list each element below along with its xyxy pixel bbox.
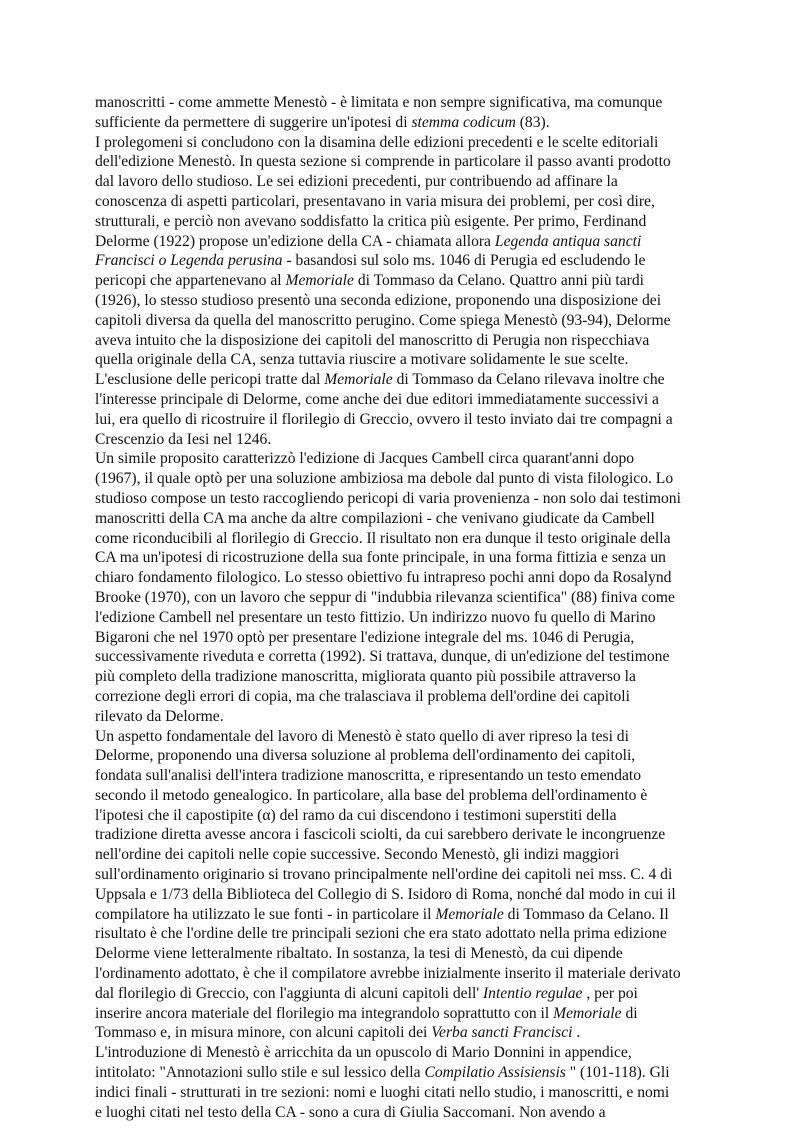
- text-segment: dal lavoro dello studioso. Le sei edizioni precedenti, pur contribuendo ad affinare la: [95, 173, 618, 191]
- text-line: [95, 746, 719, 766]
- text-line: [95, 1043, 719, 1063]
- text-line: [95, 825, 719, 845]
- text-line: [95, 390, 719, 410]
- text-line: [95, 291, 719, 311]
- text-line: [95, 905, 719, 925]
- text-segment: Brooke (1970), con un lavoro che seppur di "indubbia rilevanza scientifica" (88) finiva come: [95, 588, 675, 606]
- text-segment: Delorme, proponendo una diversa soluzione al problema dell'ordinamento dei capitoli,: [95, 747, 636, 765]
- text-segment: secondo il metodo genealogico. In particolare, alla base del problema dell'ordinamento è: [95, 786, 648, 804]
- text-line: [95, 766, 719, 786]
- text-line: [95, 568, 719, 588]
- text-line: [95, 430, 719, 450]
- text-segment: di Tommaso da Celano. Quattro anni più tardi: [353, 272, 645, 290]
- text-segment: più completo della tradizione manoscritta, migliorata quanto più possibile attraverso la: [95, 668, 636, 686]
- text-line: [95, 93, 719, 113]
- text-segment: (1926), lo stesso studioso presentò una seconda edizione, proponendo una disposizione dei: [95, 291, 662, 309]
- text-segment: (83).: [515, 113, 550, 131]
- text-segment: Un aspetto fondamentale del lavoro di Menestò è stato quello di aver ripreso la tesi di: [95, 727, 629, 745]
- italic-text: Memoriale: [285, 272, 354, 290]
- text-segment: compilatore ha utilizzato le sue fonti - in particolare il: [95, 905, 436, 923]
- text-line: [95, 727, 719, 747]
- text-segment: .: [572, 1024, 581, 1042]
- text-segment: - basandosi sul solo ms. 1046 di Perugia ed escludendo le: [282, 252, 646, 270]
- text-segment: dal florilegio di Greccio, con l'aggiunta di alcuni capitoli dell': [95, 984, 483, 1002]
- text-segment: pericopi che appartenevano al: [95, 272, 286, 290]
- text-line: [95, 152, 719, 172]
- text-segment: Un simile proposito caratterizzò l'edizione di Jacques Cambell circa quarant'anni dopo: [95, 450, 635, 468]
- text-line: [95, 370, 719, 390]
- italic-text: Compilatio Assisiensis: [424, 1064, 566, 1082]
- text-segment: " (101-118). Gli: [565, 1064, 670, 1082]
- italic-text: stemma codicum: [411, 113, 516, 131]
- text-segment: manoscritti - come ammette Menestò - è limitata e non sempre significativa, ma comunque: [95, 94, 663, 111]
- text-segment: tradizione diretta avesse ancora i fascicoli sciolti, da cui sarebbero derivate le incongruenze: [95, 826, 666, 844]
- italic-text: Verba sancti Francisci: [431, 1024, 573, 1042]
- document-page: [95, 93, 719, 1122]
- text-line: [95, 865, 719, 885]
- text-line: [95, 608, 719, 628]
- text-segment: L'introduzione di Menestò è arricchita da un opuscolo di Mario Donnini in appendice,: [95, 1044, 632, 1062]
- text-segment: di: [621, 1004, 638, 1022]
- text-segment: l'ordinamento adottato, è che il compilatore avrebbe inizialmente inserito il materiale derivato: [95, 965, 681, 983]
- text-line: [95, 924, 719, 944]
- text-line: [95, 172, 719, 192]
- text-line: [95, 133, 719, 153]
- text-line: [95, 232, 719, 252]
- text-line: [95, 350, 719, 370]
- text-segment: risultato è che l'ordine delle tre principali sezioni che era stato adottato nella prima edizione: [95, 925, 667, 943]
- text-line: [95, 885, 719, 905]
- text-line: [95, 1063, 719, 1083]
- text-line: [95, 529, 719, 549]
- text-line: [95, 628, 719, 648]
- text-segment: aveva intuito che la disposizione dei capitoli del manoscritto di Perugia non rispecchiava: [95, 331, 650, 349]
- text-segment: studioso compose un testo raccogliendo pericopi di varia provenienza - non solo dai testimoni: [95, 489, 681, 507]
- text-segment: sufficiente da permettere di suggerire un'ipotesi di: [95, 113, 412, 131]
- text-line: [95, 588, 719, 608]
- text-segment: Delorme viene letteralmente ribaltato. In sostanza, la tesi di Menestò, da cui dipende: [95, 945, 623, 963]
- text-segment: l'interesse principale di Delorme, come anche dei due editori immediatamente successivi a: [95, 390, 659, 408]
- text-segment: dell'edizione Menestò. In questa sezione si comprende in particolare il passo avanti prodotto: [95, 153, 671, 171]
- text-line: [95, 489, 719, 509]
- italic-text: Memoriale: [324, 371, 393, 389]
- text-segment: Delorme (1922) propose un'edizione della CA - chiamata allora: [95, 232, 495, 250]
- italic-text: Legenda antiqua sancti: [494, 232, 642, 250]
- text-segment: indici finali - strutturati in tre sezioni: nomi e luoghi citati nello studio, i manoscritti, e nomi: [95, 1083, 670, 1101]
- italic-text: Intentio regulae: [482, 984, 583, 1002]
- text-segment: chiaro fondamento filologico. Lo stesso obiettivo fu intrapreso pochi anni dopo da Rosalynd: [95, 569, 672, 587]
- text-line: [95, 845, 719, 865]
- text-segment: (1967), il quale optò per una soluzione ambiziosa ma debole dal punto di vista filologico. Lo: [95, 470, 674, 488]
- text-segment: come riconducibili al florilegio di Greccio. Il risultato non era dunque il testo originale della: [95, 529, 671, 547]
- text-line: [95, 786, 719, 806]
- text-segment: l'edizione Cambell nel presentare un testo fittizio. Un indirizzo nuovo fu quello di Marino: [95, 608, 656, 626]
- text-segment: successivamente riveduta e corretta (1992). Si trattava, dunque, di un'edizione del testimone: [95, 648, 670, 666]
- text-segment: Uppsala e 1/73 della Biblioteca del Collegio di S. Isidoro di Roma, nonché dal modo in cui il: [95, 885, 676, 903]
- text-segment: I prolegomeni si concludono con la disamina delle edizioni precedenti e le scelte editoriali: [95, 133, 659, 151]
- text-line: [95, 410, 719, 430]
- text-line: [95, 984, 719, 1004]
- text-line: [95, 1023, 719, 1043]
- text-line: [95, 806, 719, 826]
- text-segment: CA ma un'ipotesi di ricostruzione della sua fonte principale, in una forma fittizia e senza un: [95, 549, 666, 567]
- italic-text: Memoriale: [435, 905, 504, 923]
- text-segment: fondata sull'analisi dell'intera tradizione manoscritta, e ripresentando un testo emendato: [95, 767, 642, 785]
- text-segment: conoscenza di aspetti particolari, presentavano in varia misura dei problemi, per così dire,: [95, 192, 655, 210]
- text-line: [95, 251, 719, 271]
- text-line: [95, 647, 719, 667]
- text-line: [95, 964, 719, 984]
- text-segment: lui, era quello di ricostruire il florilegio di Greccio, ovvero il testo inviato dai tre compagni a: [95, 410, 673, 428]
- text-segment: nell'ordine dei capitoli nelle copie successive. Secondo Menestò, gli indizi maggiori: [95, 846, 620, 864]
- text-line: [95, 449, 719, 469]
- text-segment: strutturali, e perciò non avevano soddisfatto la critica più esigente. Per primo, Ferdinand: [95, 212, 647, 230]
- text-segment: , per poi: [582, 984, 638, 1002]
- text-line: [95, 707, 719, 727]
- text-line: [95, 1083, 719, 1103]
- text-line: [95, 311, 719, 331]
- text-segment: inserire ancora materiale del florilegio ma integrandolo soprattutto con il: [95, 1004, 554, 1022]
- text-line: [95, 1004, 719, 1024]
- text-segment: sull'ordinamento originario si trovano principalmente nell'ordine dei capitoli nei mss. C. 4 di: [95, 866, 673, 884]
- text-line: [95, 331, 719, 351]
- text-line: [95, 192, 719, 212]
- text-line: [95, 271, 719, 291]
- text-segment: di Tommaso da Celano. Il: [503, 905, 669, 923]
- text-line: [95, 509, 719, 529]
- text-segment: e luoghi citati nel testo della CA - sono a cura di Giulia Saccomani. Non avendo a: [95, 1103, 606, 1121]
- text-segment: manoscritti della CA ma anche da altre compilazioni - che venivano giudicate da Cambell: [95, 509, 655, 527]
- text-segment: Bigaroni che nel 1970 optò per presentare l'edizione integrale del ms. 1046 di Perugia,: [95, 628, 635, 646]
- text-line: [95, 548, 719, 568]
- text-line: [95, 469, 719, 489]
- text-segment: di Tommaso da Celano rilevava inoltre che: [392, 371, 665, 389]
- text-segment: Crescenzio da Iesi nel 1246.: [95, 430, 272, 448]
- text-segment: rilevato da Delorme.: [95, 707, 224, 725]
- text-segment: Tommaso e, in misura minore, con alcuni capitoli dei: [95, 1024, 432, 1042]
- text-line: [95, 212, 719, 232]
- text-segment: L'esclusione delle pericopi tratte dal: [95, 371, 325, 389]
- text-line: [95, 113, 719, 133]
- text-line: [95, 687, 719, 707]
- italic-text: Memoriale: [553, 1004, 622, 1022]
- text-segment: capitoli diversa da quella del manoscritto perugino. Come spiega Menestò (93-94), Delorme: [95, 311, 671, 329]
- text-segment: correzione degli errori di copia, ma che tralasciava il problema dell'ordine dei capitoli: [95, 687, 630, 705]
- text-segment: l'ipotesi che il capostipite (α) del ramo da cui discendono i testimoni superstiti della: [95, 806, 617, 824]
- text-line: [95, 1103, 719, 1123]
- text-segment: intitolato: "Annotazioni sullo stile e sul lessico della: [95, 1064, 425, 1082]
- text-line: [95, 667, 719, 687]
- text-segment: quella originale della CA, senza tuttavia riuscire a motivare solidamente le sue scelte.: [95, 351, 629, 369]
- italic-text: Francisci o Legenda perusina: [95, 252, 283, 270]
- text-line: [95, 944, 719, 964]
